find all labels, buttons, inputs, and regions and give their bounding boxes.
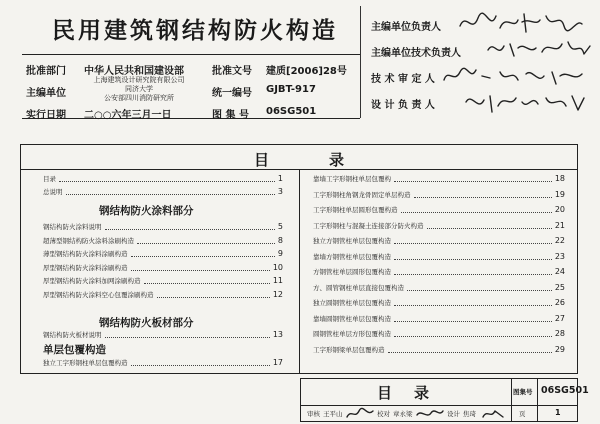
toc-leader-dots: [66, 194, 275, 195]
header-rule: [22, 118, 360, 119]
toc-entry[interactable]: [43, 262, 283, 274]
editor-unit-line: 同济大学: [125, 85, 153, 93]
toc-entry[interactable]: [313, 251, 565, 263]
toc-entry-title: 独立圆钢管柱单层包覆构造: [313, 299, 391, 307]
toc-leader-dots: [394, 321, 552, 322]
signature-image: [345, 407, 375, 421]
toc-entry[interactable]: [313, 204, 565, 216]
title-block-rule: [301, 405, 577, 406]
toc-entry[interactable]: [313, 344, 565, 356]
toc-entry-title: 厚型钢结构防火涂料加网涂刷构造: [43, 277, 141, 285]
responsible-technical: 主编单位技术负责人: [371, 48, 461, 59]
toc-leader-dots: [137, 243, 275, 244]
toc-entry[interactable]: [313, 297, 565, 309]
toc-entry[interactable]: [43, 235, 283, 247]
toc-entry[interactable]: [43, 289, 283, 301]
toc-entry[interactable]: [43, 221, 283, 233]
responsible-editor-unit: 主编单位负责人: [371, 22, 441, 33]
check-label: 校对: [377, 410, 390, 418]
toc-entry[interactable]: [313, 173, 565, 185]
toc-entry-page: 5: [277, 222, 283, 231]
design-name: 焦琦: [463, 410, 476, 418]
unified-no-label: 统一编号: [212, 88, 252, 99]
editor-unit-value: [84, 76, 194, 103]
doc-no-value: 建质[2006]28号: [266, 66, 347, 77]
toc-heading: 目录: [253, 151, 404, 169]
toc-entry-page: 13: [272, 330, 283, 339]
review-name: 王平山: [323, 410, 343, 418]
signature-image: [462, 88, 592, 116]
effective-date-value: 二○○六年三月一日: [84, 110, 172, 121]
signature-image: [440, 62, 590, 90]
toc-leader-dots: [131, 365, 270, 366]
toc-entry[interactable]: [313, 235, 565, 247]
toc-leader-dots: [394, 336, 552, 337]
toc-leader-dots: [105, 229, 275, 230]
signature-image: [481, 407, 509, 421]
toc-entry-page: 8: [277, 235, 283, 245]
toc-entry[interactable]: [43, 248, 283, 260]
toc-entry-title: 目录: [43, 175, 56, 183]
effective-date-label: 实行日期: [26, 110, 66, 121]
responsible-design: 设 计 负 责 人: [371, 100, 435, 111]
toc-entry[interactable]: [313, 266, 565, 278]
toc-entry-title: 靠墙圆钢管柱单层包覆构造: [313, 314, 391, 323]
toc-leader-dots: [394, 181, 552, 182]
toc-leader-dots: [414, 197, 552, 198]
atlas-no-label: 图 集 号: [212, 110, 249, 121]
doc-no-label: 批准文号: [212, 66, 252, 77]
toc-entry-title: 薄型钢结构防火涂料涂刷构造: [43, 250, 128, 258]
toc-entry-title: 靠墙工字形钢柱单层包覆构: [313, 175, 391, 183]
toc-section-heading: 钢结构防火板材部分: [99, 317, 194, 329]
toc-entry[interactable]: [43, 186, 283, 198]
toc-entry-page: 23: [554, 251, 565, 261]
toc-leader-dots: [401, 212, 552, 213]
header-divider: [360, 6, 361, 118]
toc-entry-title: 圆钢管柱单层方形包覆构造: [313, 330, 391, 338]
toc-section-heading: 钢结构防火涂料部分: [99, 205, 194, 217]
approval-dept-value: 中华人民共和国建设部: [84, 66, 184, 77]
toc-leader-dots: [394, 305, 552, 306]
toc-entry-page: 10: [272, 262, 283, 272]
toc-leader-dots: [131, 270, 270, 271]
toc-leader-dots: [427, 228, 552, 229]
toc-entry-title: 厚型钢结构防火涂料涂刷构造: [43, 263, 128, 272]
check-name: 章永梁: [393, 410, 413, 418]
toc-entry-title: 独立方钢管柱单层包覆构造: [313, 237, 391, 245]
editor-unit-label: 主编单位: [26, 88, 66, 99]
approval-dept-label: 批准部门: [26, 66, 66, 77]
toc-leader-dots: [105, 337, 270, 338]
responsible-review: 技 术 审 定 人: [371, 74, 435, 85]
header-rule: [22, 54, 360, 55]
toc-entry[interactable]: [43, 275, 283, 287]
toc-entry-title: 超薄型钢结构防火涂料涂刷构造: [43, 236, 134, 245]
atlas-no-value: 06SG501: [266, 106, 317, 117]
toc-entry[interactable]: [313, 189, 565, 201]
toc-leader-dots: [144, 283, 270, 284]
toc-entry-page: 11: [272, 276, 283, 285]
toc-leader-dots: [388, 352, 552, 353]
signature-image: [484, 34, 594, 62]
toc-entry-page: 27: [554, 313, 565, 323]
toc-leader-dots: [131, 256, 275, 257]
toc-leader-dots: [407, 290, 552, 291]
toc-entry-page: 22: [554, 236, 565, 245]
title-block-name: 目录: [377, 384, 452, 402]
toc-entry-page: 24: [554, 267, 565, 276]
toc-entry-title: 厚型钢结构防火涂料空心包覆涂刷构造: [43, 290, 154, 299]
toc-entry[interactable]: [313, 282, 565, 294]
signature-image: [415, 407, 445, 421]
toc-entry-page: 18: [554, 174, 565, 183]
toc-entry-title: 方、圆管钢柱单层直接包覆构造: [313, 283, 404, 292]
toc-entry[interactable]: [313, 328, 565, 340]
toc-entry-title: 钢结构防火板材说明: [43, 331, 102, 339]
toc-entry-page: 1: [277, 174, 283, 183]
toc-entry[interactable]: [43, 357, 283, 369]
toc-entry-title: 方钢管柱单层圆形包覆构造: [313, 268, 391, 276]
toc-entry-title: 独立工字形钢柱单层包覆构造: [43, 359, 128, 367]
atlas-title: 民用建筑钢结构防火构造: [52, 18, 338, 44]
toc-entry-page: 26: [554, 298, 565, 307]
toc-entry-title: 工字形钢梁单层包覆构造: [313, 345, 385, 354]
title-block-divider: [511, 379, 512, 421]
toc-entry-page: 12: [272, 289, 283, 299]
title-block-atlas-label: 图集号: [513, 388, 533, 396]
title-block-divider: [537, 379, 538, 421]
toc-entry[interactable]: [313, 313, 565, 325]
toc-entry-page: 20: [554, 205, 565, 214]
toc-entry-title: 靠墙方钢管柱单层包覆构造: [313, 252, 391, 261]
toc-section-heading: 单层包覆构造: [43, 344, 106, 356]
review-label: 审核: [307, 410, 320, 418]
page-label: 页: [519, 410, 526, 418]
toc-entry-page: 25: [554, 282, 565, 292]
toc-entry-title: 钢结构防火涂料说明: [43, 223, 102, 231]
editor-unit-line: 公安部四川消防研究所: [104, 94, 174, 102]
toc-entry-page: 9: [277, 249, 283, 258]
toc-leader-dots: [394, 259, 552, 260]
toc-entry-page: 21: [554, 220, 565, 230]
toc-entry-page: 3: [277, 187, 283, 196]
toc-leader-dots: [394, 274, 552, 275]
toc-entry[interactable]: [43, 329, 283, 341]
toc-entry[interactable]: [313, 220, 565, 232]
toc-entry-page: 19: [554, 189, 565, 199]
toc-leader-dots: [157, 297, 270, 298]
toc-entry-title: 工字形钢柱单层圆形包覆构造: [313, 206, 398, 214]
unified-no-value: GJBT-917: [266, 84, 316, 95]
toc-entry-title: 工字形钢柱与混凝土连接部分防火构造: [313, 221, 424, 230]
toc-entry-page: 29: [554, 344, 565, 354]
toc-entry-title: 工字形钢柱角钢龙骨固定单层构造: [313, 190, 411, 199]
signature-image: [456, 8, 586, 36]
title-block: [300, 378, 589, 422]
editor-unit-line: 上海建筑设计研究院有限公司: [93, 76, 185, 84]
toc-leader-dots: [394, 243, 552, 244]
title-block-atlas-value: 06SG501: [541, 385, 589, 396]
design-label: 设计: [447, 410, 460, 418]
toc-entry-title: 总说明: [43, 188, 63, 196]
toc-box: [20, 144, 578, 374]
toc-leader-dots: [59, 181, 275, 182]
toc-entry-page: 28: [554, 329, 565, 338]
toc-column-divider: [299, 169, 300, 374]
page-value: 1: [555, 408, 561, 417]
toc-entry[interactable]: [43, 173, 283, 185]
toc-entry-page: 17: [272, 358, 283, 367]
